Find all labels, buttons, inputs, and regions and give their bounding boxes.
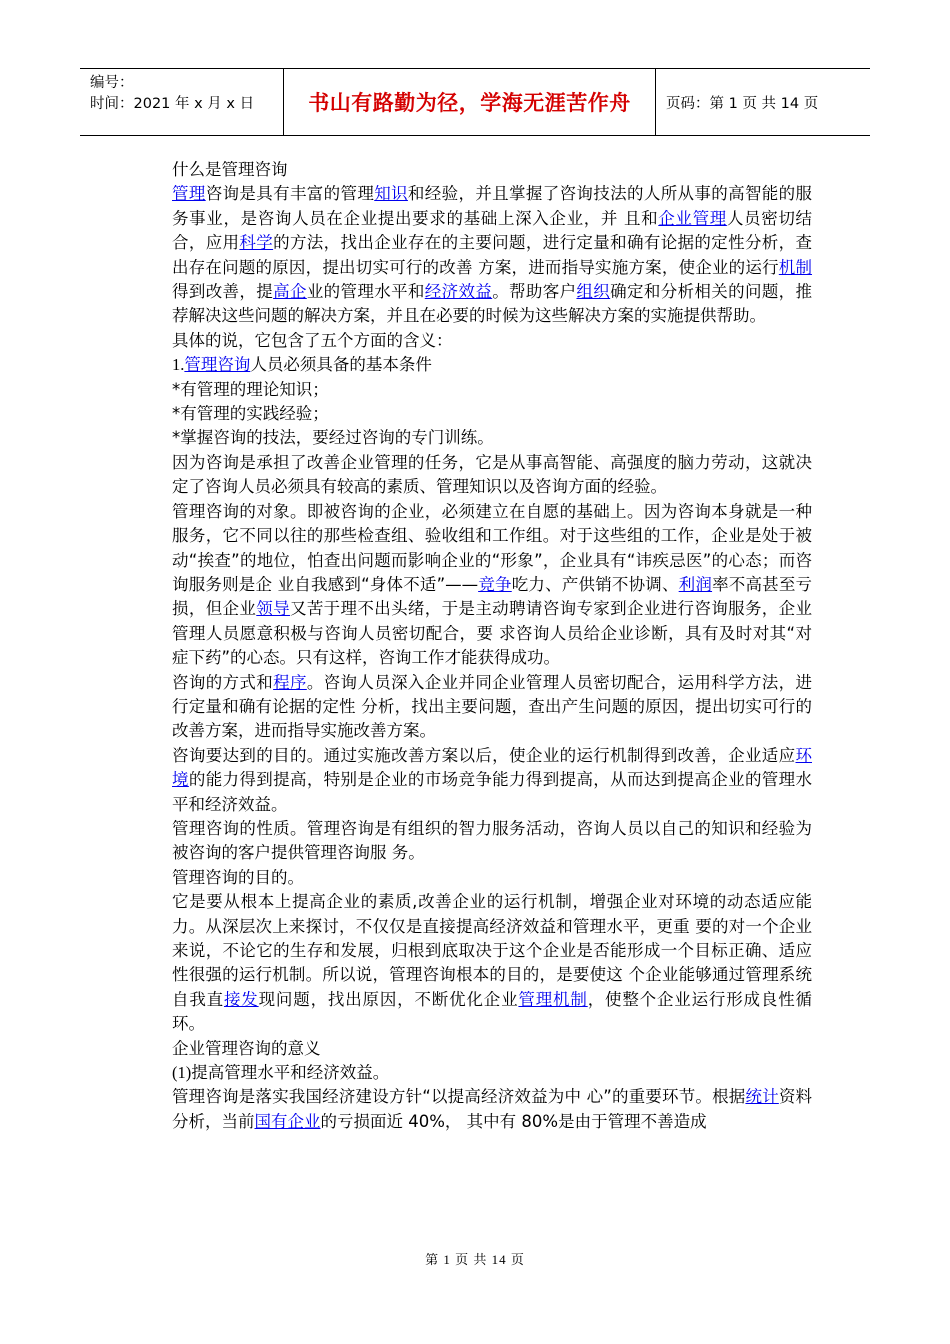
link-jingzheng[interactable]: 竞争 [478, 574, 512, 594]
link-lirun[interactable]: 利润 [678, 574, 713, 594]
section-heading: 企业管理咨询的意义 [172, 1038, 321, 1058]
link-qiye-guanli[interactable]: 企业管理 [658, 208, 727, 228]
doc-title: 什么是管理咨询 [172, 160, 288, 179]
link-jiefa[interactable]: 接发 [223, 989, 259, 1009]
paragraph: 管理咨询的目的。 [172, 867, 304, 887]
paragraph: 1.管理咨询人员必须具备的基本条件 [172, 355, 432, 375]
paragraph: 因为咨询是承担了改善企业管理的任务，它是从事高智能、高强度的脑力劳动，这就决定了咨询人员必须具有较高的素质、管理知识以及咨询方面的经验。 [172, 452, 812, 497]
header-slogan: 书山有路勤为径，学海无涯苦作舟 [283, 69, 656, 135]
link-guoyou-qiye[interactable]: 国有企业 [254, 1111, 321, 1131]
link-guanli-jizhi[interactable]: 管理机制 [518, 989, 588, 1009]
paragraph: 管理咨询是落实我国经济建设方针“以提高经济效益为中 心”的重要环节。根据统计资料分析，当前国有企业的亏损面近 40%， 其中有 80%是由于管理不善造成 [172, 1087, 813, 1131]
paragraph: 咨询要达到的目的。通过实施改善方案以后，使企业的运行机制得到改善，企业适应环境的能力得到提高，特别是企业的市场竞争能力得到提高，从而达到提高企业的管理水平和经济效益。 [172, 745, 813, 814]
link-gaoqi[interactable]: 高企 [273, 282, 307, 302]
link-lingdao[interactable]: 领导 [256, 599, 290, 619]
link-chengxu[interactable]: 程序 [273, 672, 307, 692]
document-body [172, 158, 812, 1134]
header-meta [80, 69, 283, 135]
link-zuzhi[interactable]: 组织 [576, 282, 611, 302]
page-header [80, 68, 870, 136]
number-label: 编号： [90, 75, 134, 91]
link-tongji[interactable]: 统计 [745, 1087, 779, 1107]
header-page-info: 页码：第 1 页 共 14 页 [666, 95, 819, 112]
link-guanli-zixun[interactable]: 管理咨询 [184, 355, 251, 375]
link-zhishi[interactable]: 知识 [374, 184, 408, 204]
link-huanjing[interactable]: 环境 [172, 745, 812, 790]
paragraph: 管理咨询的对象。即被咨询的企业，必须建立在自愿的基础上。因为咨询本身就是一种服务，它不同以往的那些检查组、验收组和工作组。对于这些组的工作，企业是处于被动“挨查”的地位，怕查出问题而影响企业的“形象”，企业具有“讳疾忌医”的心态；而咨询服务则是企 业自我感到“身体不适”——竞争吃力、产供销不协调、利润率不高甚至亏损，但企业领导又苦于理不出头绪，于是主动聘请咨询专家到企业进行咨询服务，企业管理人员愿意积极与咨询人员密切配合，要 求咨询人员给企业诊断，具有及时对其“对症下药”的心态。只有这样，咨询工作才能获得成功。 [172, 501, 813, 668]
link-kexue[interactable]: 科学 [239, 233, 274, 253]
paragraph: 管理咨询是具有丰富的管理知识和经验，并且掌握了咨询技法的人所从事的高智能的服务事业，是咨询人员在企业提出要求的基础上深入企业，并 且和企业管理人员密切结合，应用科学的方法，找出企业存在的主要问题，进行定量和确有论据的定性分析，查出存在问题的原因，提出切实可行的改善 方案，进而指导实施方案，使企业的运行机制得到改善，提高企业的管理水平和经济效益。帮助客户组织确定和分析相关的问题，推荐解决这些问题的解决方案，并且在必要的时候为这些解决方案的实施提供帮助。 [172, 184, 813, 326]
list-item: *有管理的实践经验； [172, 404, 329, 424]
link-guanli[interactable]: 管理 [172, 184, 206, 204]
paragraph: (1)提高管理水平和经济效益。 [172, 1063, 390, 1083]
paragraph: 具体的说，它包含了五个方面的含义： [172, 330, 453, 350]
page-footer: 第 1 页 共 14 页 [425, 1252, 525, 1267]
link-jizhi[interactable]: 机制 [778, 257, 813, 277]
list-item: *掌握咨询的技法，要经过咨询的专门训练。 [172, 428, 494, 448]
link-jingji-xiaoyi[interactable]: 经济效益 [424, 282, 493, 302]
time-label: 时间：2021 年 x 月 x 日 [90, 96, 255, 112]
paragraph: 咨询的方式和程序。咨询人员深入企业并同企业管理人员密切配合，运用科学方法，进行定量和确有论据的定性 分析，找出主要问题，查出产生问题的原因，提出切实可行的改善方案，进而指导实施改善方案。 [172, 672, 813, 741]
paragraph: 管理咨询的性质。管理咨询是有组织的智力服务活动，咨询人员以自己的知识和经验为被咨询的客户提供管理咨询服 务。 [172, 818, 812, 863]
paragraph: 它是要从根本上提高企业的素质,改善企业的运行机制，增强企业对环境的动态适应能力。从深层次上来探讨，不仅仅是直接提高经济效益和管理水平，更重 要的对一个企业来说，不论它的生存和发展，归根到底取决于这个企业是否能形成一个目标正确、适应性很强的运行机制。所以说，管理咨询根本的目的，是要使这 个企业能够通过管理系统自我直接发现问题，找出原因，不断优化企业管理机制，使整个企业运行形成良性循环。 [172, 892, 813, 1034]
list-item: *有管理的理论知识； [172, 379, 329, 399]
